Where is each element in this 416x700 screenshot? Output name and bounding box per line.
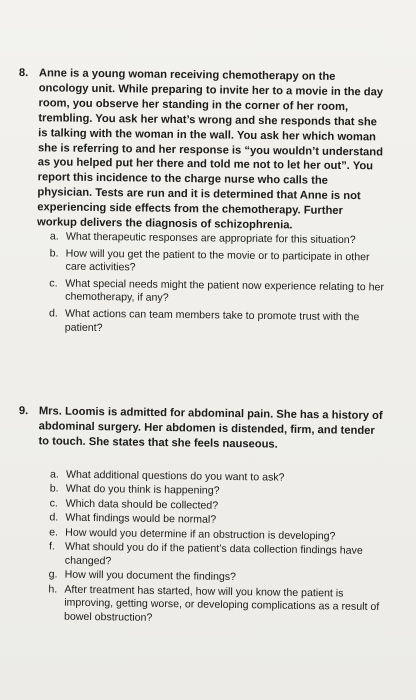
sub-question-b — [49, 247, 384, 278]
sub-question-letter: e. — [49, 526, 59, 539]
sub-question-text: What should you do if the patient’s data collection findings have changed? — [64, 540, 363, 568]
sub-question-text: How will you document the findings? — [64, 568, 237, 584]
question-text: Mrs. Loomis is admitted for abdominal pain. She has a history of abdominal surgery. Her abdomen is distended, firm, and tender to touch. She states that she feels nauseous. — [38, 405, 383, 451]
sub-question-letter: f. — [48, 540, 55, 553]
sub-question-letter: g. — [48, 568, 58, 581]
sub-question-letter: a. — [49, 230, 59, 243]
sub-question-letter: d. — [48, 307, 58, 320]
sub-question-text: How would you determine if an obstruction is developing? — [65, 526, 336, 543]
sub-question-text: After treatment has started, how will you know the patient is improving, getting worse, or developing complications as a result of bowel obstruction? — [63, 583, 380, 624]
sub-question-text: What additional questions do you want to ask? — [65, 468, 285, 484]
sub-question-text: What special needs might the patient now experience relating to her chemotherapy, if any? — [65, 277, 384, 305]
sub-question-c — [49, 277, 384, 308]
sub-question-text: What do you think is happening? — [65, 482, 220, 498]
sub-question-list — [49, 230, 385, 338]
sub-question-letter: c. — [49, 277, 58, 290]
sub-question-f — [49, 541, 385, 573]
question-number: 8. — [18, 66, 29, 80]
sub-question-text: What findings would be normal? — [65, 511, 217, 526]
sub-question-letter: a. — [49, 468, 59, 481]
sub-question-a — [50, 230, 385, 248]
sub-question-list — [48, 468, 386, 628]
sub-question-d — [49, 307, 384, 338]
question-number: 9. — [18, 404, 29, 418]
sub-question-letter: c. — [49, 497, 58, 510]
sub-question-text: What therapeutic responses are appropriate for this situation? — [65, 230, 356, 247]
question-9 — [16, 404, 387, 629]
sub-question-letter: b. — [49, 246, 59, 260]
sub-question-text: What actions can team members take to promote trust with the patient? — [64, 307, 360, 334]
sub-question-letter: b. — [49, 482, 59, 495]
sub-question-h — [48, 583, 385, 628]
question-8 — [16, 66, 387, 342]
sub-question-letter: h. — [48, 583, 58, 596]
question-text: Anne is a young woman receiving chemotherapy on the oncology unit. While preparing to invite her to a movie in the day room, you observe her standing in the corner of her room, trembling. You ask her what’s wrong and she responds that she is talking with the woman in the wall. You ask her which woman she is referring to and her response is “you wouldn’t understand as you helped put her there and told me not to let her out”. You report this incidence to the charge nurse who calls the physician. Tests are run and it is determined that Anne is not experiencing side effects from the chemotherapy. Further workup delivers the diagnosis of schizophrenia. — [37, 67, 384, 232]
sub-question-text: How will you get the patient to the movie or to participate in other care activities? — [65, 247, 370, 274]
sub-question-letter: d. — [49, 511, 59, 524]
sub-question-text: Which data should be collected? — [65, 497, 219, 512]
